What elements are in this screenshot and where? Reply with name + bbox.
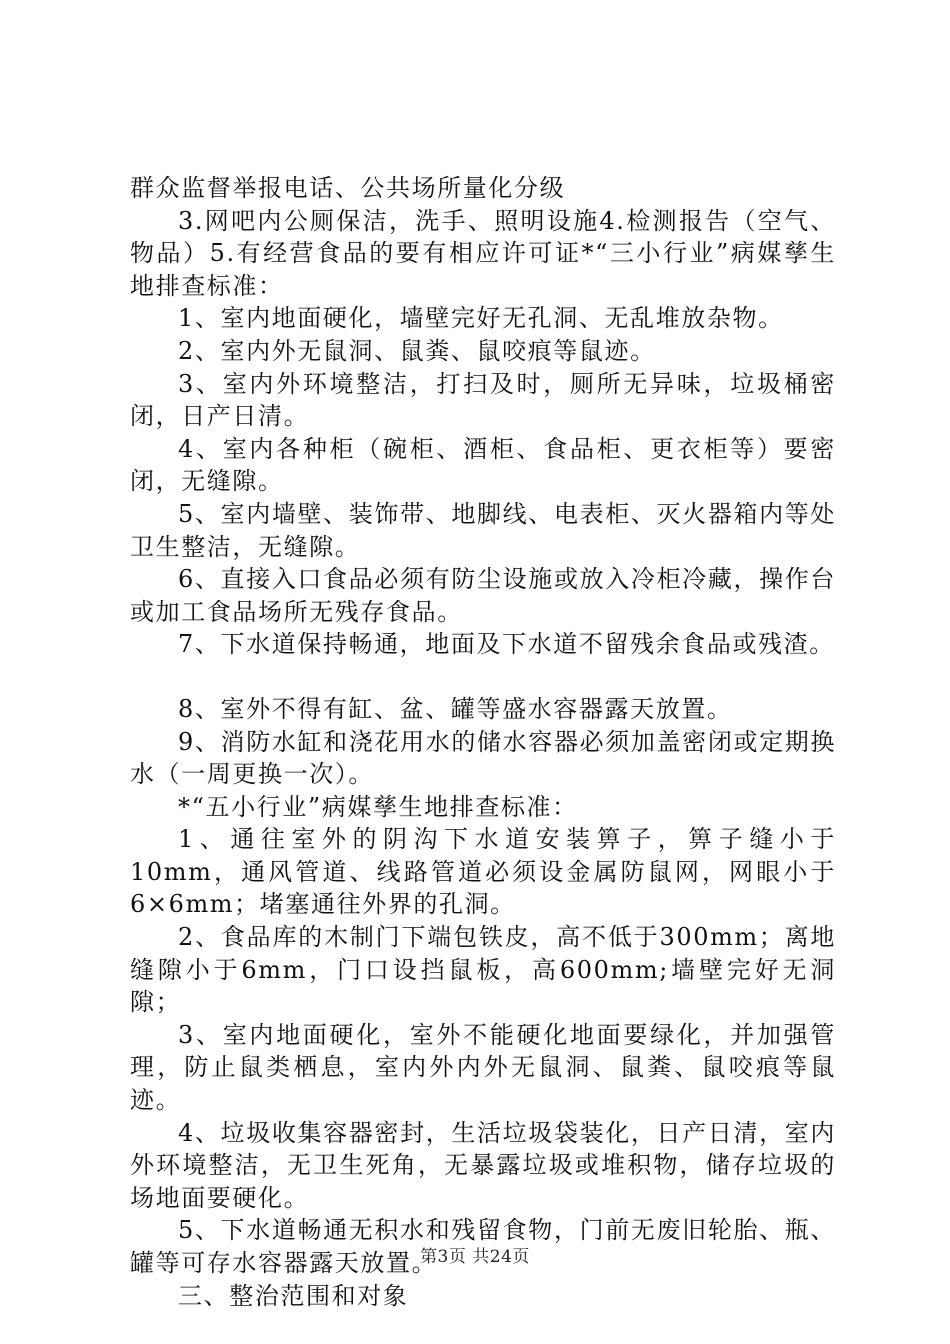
paragraph: 3.网吧内公厕保洁，洗手、照明设施4.检测报告（空气、物品）5.有经营食品的要有相应许可证*“三小行业”病媒孳生地排查标准： <box>130 206 836 300</box>
list-item: 5、室内墙壁、装饰带、地脚线、电表柜、灭火器箱内等处卫生整洁，无缝隙。 <box>130 499 836 561</box>
list-item: 3、室内地面硬化，室外不能硬化地面要绿化，并加强管理，防止鼠类栖息，室内外内外无鼠洞、鼠粪、鼠咬痕等鼠迹。 <box>130 1020 836 1115</box>
section-heading: *“五小行业”病媒孳生地排查标准： <box>178 792 578 821</box>
list-item: 7、下水道保持畅通，地面及下水道不留残余食品或残渣。 <box>178 630 835 659</box>
list-item: 9、消防水缸和浇花用水的储水容器必须加盖密闭或定期换水（一周更换一次）。 <box>130 727 836 789</box>
list-item: 4、室内各种柜（碗柜、酒柜、食品柜、更衣柜等）要密闭，无缝隙。 <box>130 434 836 496</box>
list-item: 8、室外不得有缸、盆、罐等盛水容器露天放置。 <box>178 694 733 723</box>
list-item: 4、垃圾收集容器密封，生活垃圾袋装化，日产日清，室内外环境整洁，无卫生死角，无暴露垃圾或堆积物，储存垃圾的场地面要硬化。 <box>130 1118 836 1212</box>
document-body <box>130 172 836 1312</box>
list-item: 2、室内外无鼠洞、鼠粪、鼠咬痕等鼠迹。 <box>178 336 656 365</box>
list-item: 3、室内外环境整洁，打扫及时，厕所无异味，垃圾桶密闭，日产日清。 <box>130 369 836 431</box>
list-item: 5、下水道畅通无积水和残留食物，门前无废旧轮胎、瓶、罐等可存水容器露天放置。 <box>130 1216 836 1277</box>
list-item: 1、室内地面硬化，墙壁完好无孔洞、无乱堆放杂物。 <box>178 304 784 333</box>
paragraph: 群众监督举报电话、公共场所量化分级 <box>130 174 566 202</box>
section-heading: 三、整治范围和对象 <box>178 1281 409 1310</box>
page-number-footer: 第3页 共24页 <box>420 1247 530 1267</box>
list-item: 6、直接入口食品必须有防尘设施或放入冷柜冷藏，操作台或加工食品场所无残存食品。 <box>130 565 836 626</box>
list-item: 2、食品库的木制门下端包铁皮，高不低于300mm；离地缝隙小于6mm，门口设挡鼠板，高600mm;墙壁完好无洞隙； <box>130 923 836 1017</box>
list-item: 1、通往室外的阴沟下水道安装箅子，箅子缝小于10mm，通风管道、线路管道必须设金属防鼠网，网眼小于6×6mm；堵塞通往外界的孔洞。 <box>130 825 836 919</box>
